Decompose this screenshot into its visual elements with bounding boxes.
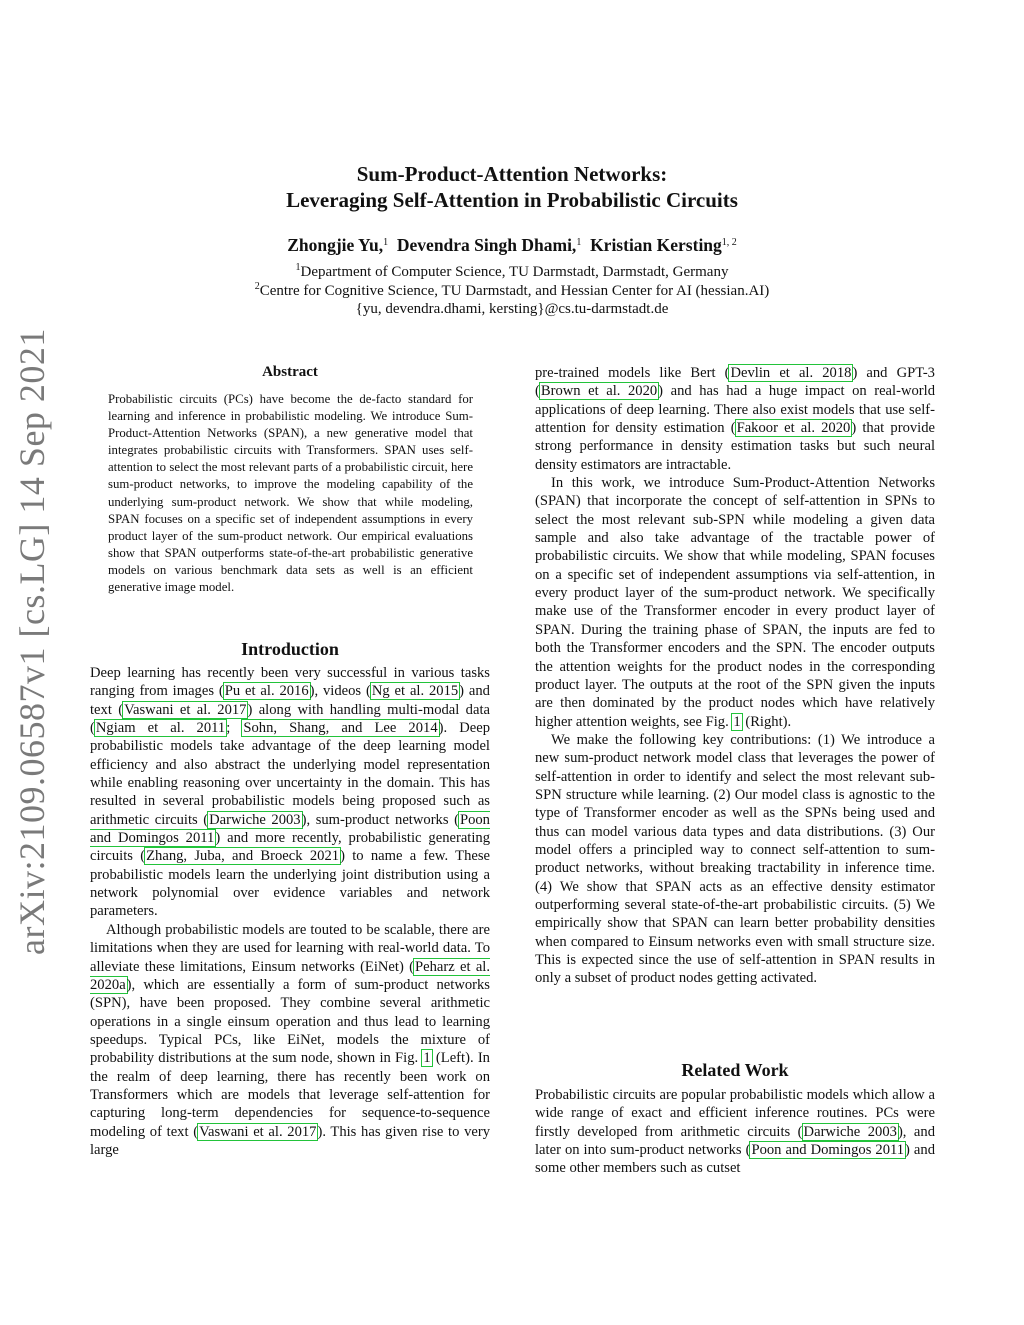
affiliation-mark: 1 xyxy=(295,262,301,273)
related-work-heading: Related Work xyxy=(681,1060,789,1080)
author-list xyxy=(150,234,874,256)
intro-paragraph-2: Although probabilistic models are touted to be scalable, there are limitations when they are used for learning with real-world data. To alleviate these limitations, Einsum networks (EiNet) (Peharz et al. 2020a), which are essentially a form of sum-product networks (SPN), have been proposed. They combine several arithmetic operations in a single einsum operation and thus lead to learning speedups. Typical PCs, like EiNet, models the mixture of probability distributions at the sum node, shown in Fig. 1 (Left). In the realm of deep learning, there has recently been work on Transformers which are models that leverage self-attention for capturing long-term dependencies for sequence-to-sequence modeling of text (Vaswani et al. 2017). This has given rise to very large xyxy=(90,921,490,1158)
abstract-text: Probabilistic circuits (PCs) have become the de-facto standard for learning and inference in probabilistic modeling. We introduce Sum-Product-Attention Networks (SPAN), a new generative model that integrates probabilistic circuits with Transformers. SPAN uses self-attention to select the most relevant parts of a probabilistic circuit, here sum-product networks, to improve the modeling capability of the underlying sum-product network. We show that while modeling, SPAN focuses on a specific set of independent assumptions in every product layer of the sum-product network. Our empirical evaluations show that SPAN outperforms state-of-the-art probabilistic generative models on various benchmark data sets as well is an efficient generative image model. xyxy=(108,392,473,595)
citation-link[interactable]: Pu et al. 2016 xyxy=(224,683,309,700)
author-emails: {yu, devendra.dhami, kersting}@cs.tu-darmstadt.de xyxy=(355,301,669,317)
affiliation-mark: 2 xyxy=(254,280,260,292)
affiliation-1 xyxy=(150,263,874,282)
author-affil-mark: 1, 2 xyxy=(721,237,737,248)
citation-link[interactable]: Poon and Domingos 2011 xyxy=(90,811,490,847)
left-column xyxy=(90,664,490,1159)
citation-link[interactable]: Ngiam et al. 2011 xyxy=(95,720,226,737)
figure-link[interactable]: 1 xyxy=(423,1050,431,1067)
citation-link[interactable]: Fakoor et al. 2020 xyxy=(736,420,851,437)
figure-link[interactable]: 1 xyxy=(733,713,741,730)
citation-link[interactable]: Zhang, Juba, and Broeck 2021 xyxy=(146,848,340,865)
affiliation-2 xyxy=(150,282,874,301)
author-affil-mark: 1 xyxy=(576,237,582,248)
citation-link[interactable]: Peharz et al. 2020a xyxy=(90,958,490,993)
abstract-heading: Abstract xyxy=(262,364,318,380)
author-name: Kristian Kersting xyxy=(590,235,722,255)
intro-paragraph-4: We make the following key contributions: (1) We introduce a new sum-product network model class that leverages the power of self-attention in order to identify and select the most relevant sub-SPN structure while learning. (2) Our model class is agnostic to the type of Transformer encoder as well as the SPNs being used and thus can model various data types and data distributions. (3) Our model offers a principled way to connect self-attention to sum-product networks, without breaking tractability in inference time. (4) We show that SPAN acts as an effective density estimator outperforming several state-of-the-art probabilistic circuits. (5) We empirically show that SPAN can learn better probability densities when compared to Einsum networks even with small structure size. This is expected since the use of self-attention in SPAN results in only a subset of product nodes getting activated. xyxy=(535,731,935,987)
introduction-heading: Introduction xyxy=(241,639,339,659)
citation-link[interactable]: Darwiche 2003 xyxy=(209,811,301,828)
citation-link[interactable]: Darwiche 2003 xyxy=(803,1123,897,1140)
citation-link[interactable]: Vaswani et al. 2017 xyxy=(199,1123,317,1140)
citation-link[interactable]: Brown et al. 2020 xyxy=(540,383,658,400)
citation-link[interactable]: Devlin et al. 2018 xyxy=(730,365,852,381)
right-column xyxy=(535,364,935,988)
citation-link[interactable]: Vaswani et al. 2017 xyxy=(124,701,247,718)
abstract-body xyxy=(108,391,473,596)
citation-link[interactable]: Poon and Domingos 2011 xyxy=(751,1142,905,1159)
paper-title-line-2: Leveraging Self-Attention in Probabilistic Circuits xyxy=(286,188,738,212)
affiliations xyxy=(150,263,874,319)
citation-link[interactable]: Ng et al. 2015 xyxy=(371,683,459,700)
intro-paragraph-1: Deep learning has recently been very successful in various tasks ranging from images (Pu et al. 2016), videos (Ng et al. 2015) and text (Vaswani et al. 2017) along with handling multi-modal data (Ngiam et al. 2011; Sohn, Shang, and Lee 2014). Deep probabilistic models take advantage of the deep learning model efficiency and also abstract the underlying model representation while enabling reasoning over uncertainty in the domain. This has resulted in several probabilistic models being proposed such as arithmetic circuits (Darwiche 2003), sum-product networks (Poon and Domingos 2011) and more recently, probabilistic generating circuits (Zhang, Juba, and Broeck 2021) to name a few. These probabilistic models learn the underlying joint distribution using a network polynomial over evidence variables and network parameters. xyxy=(90,665,491,920)
affiliation-text: Department of Computer Science, TU Darmstadt, Darmstadt, Germany xyxy=(300,264,729,280)
author-name: Devendra Singh Dhami, xyxy=(396,235,577,255)
arxiv-stamp: arXiv:2109.06587v1 [cs.LG] 14 Sep 2021 xyxy=(12,328,52,955)
intro-paragraph-2-cont: pre-trained models like Bert (Devlin et al. 2018) and GPT-3 (Brown et al. 2020) and has had a huge impact on real-world applications of deep learning. There also exist models that use self-attention for density estimation (Fakoor et al. 2020) that provide strong performance in density estimation tasks but such neural density estimators are intractable. xyxy=(535,365,935,473)
affiliation-text: Centre for Cognitive Science, TU Darmstadt, and Hessian Center for AI (hessian.AI) xyxy=(259,282,770,299)
intro-paragraph-3: In this work, we introduce Sum-Product-Attention Networks (SPAN) that incorporate the concept of self-attention in SPNs to select the most relevant sub-SPN while modeling a given data sample and also take advantage of the tractable power of probabilistic circuits. We show that while modeling, SPAN focuses on a specific set of independent assumptions via self-attention, in every product layer of the sum-product network. We specifically make use of the Transformer encoder in every product layer of SPAN. During the training phase of SPAN, the inputs are fed to both the Transformer encoders and the SPN. The encoder outputs the attention weights for the product nodes in the corresponding product layer. The outputs at the root of the SPN given the inputs are then dominated by the product nodes which have relatively higher attention weights, see Fig. 1 (Right). xyxy=(535,475,935,730)
author-name: Zhongjie Yu, xyxy=(287,235,384,255)
paper-title-line-1: Sum-Product-Attention Networks: xyxy=(356,162,668,186)
citation-link[interactable]: Sohn, Shang, and Lee 2014 xyxy=(243,720,438,737)
related-paragraph-1: Probabilistic circuits are popular probabilistic models which allow a wide range of exact and efficient inference routines. PCs were firstly developed from arithmetic circuits (Darwiche 2003), and later on into sum-product networks (Poon and Domingos 2011) and some other members such as cutset xyxy=(535,1087,935,1177)
paper-title xyxy=(150,161,874,213)
related-work-body xyxy=(535,1086,935,1178)
author-affil-mark: 1 xyxy=(383,237,389,248)
